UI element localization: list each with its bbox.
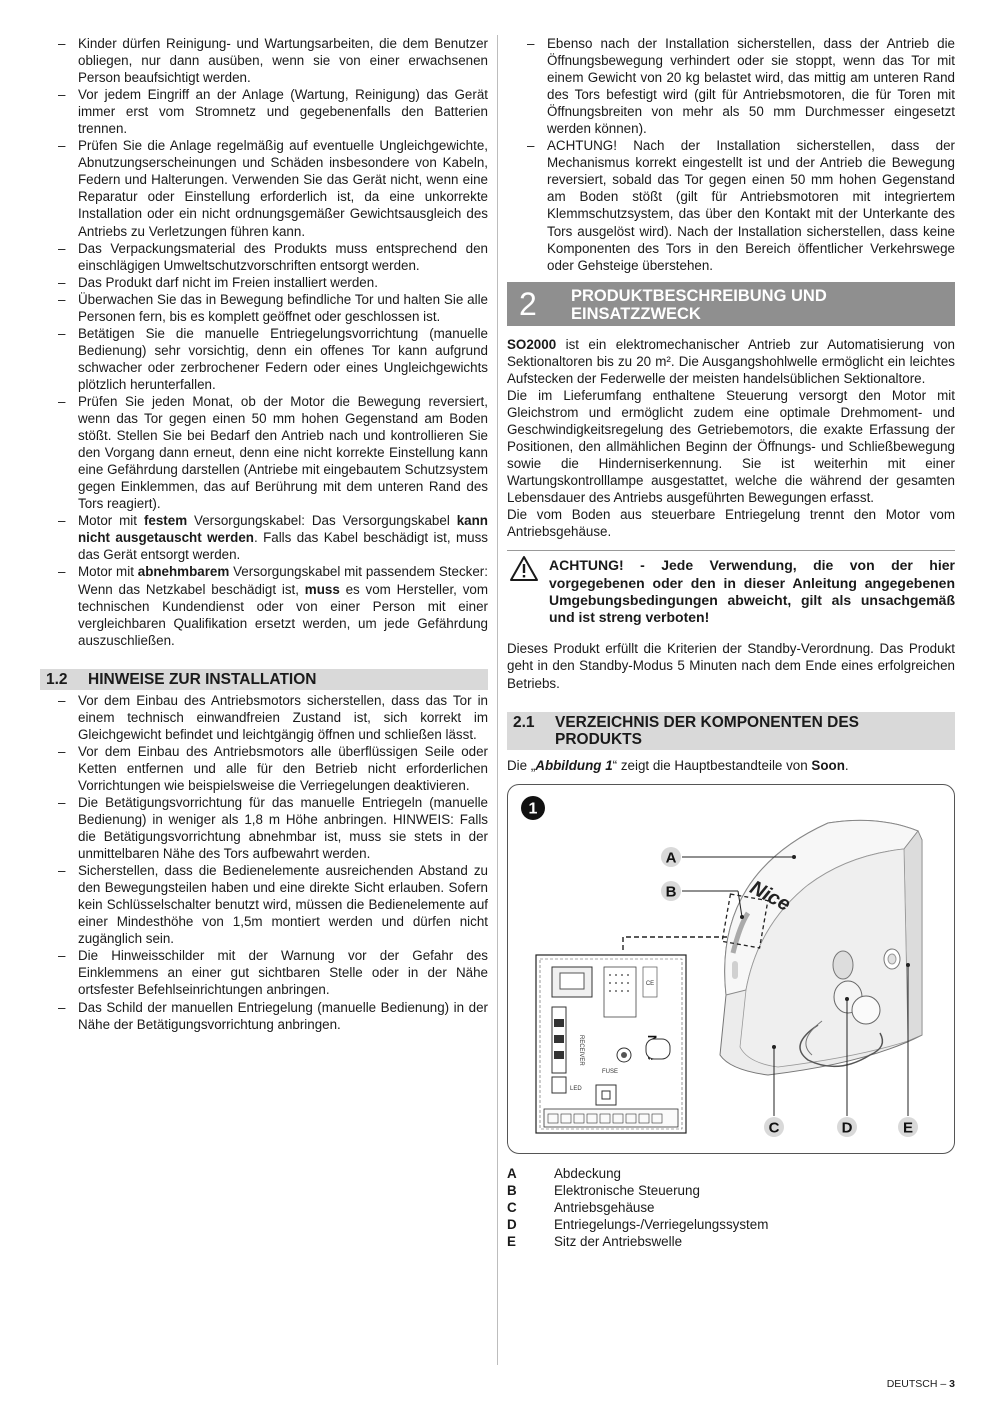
left-column <box>40 35 488 1033</box>
legend-row: D Entriegelungs-/Verriegelungssystem <box>507 1216 769 1232</box>
intro-paragraph: SO2000 ist ein elektromechanischer Antrieb zur Automatisierung von Sektionaltoren bis zu 20 m². Die Ausgangshohlwelle ermöglicht ein leichtes Aufstecken der Federwelle der meisten handelsüblichen Sektionaltore. <box>507 336 955 386</box>
section-heading-1-2 <box>40 669 488 690</box>
list-item: – Sicherstellen, dass die Bedienelemente ausreichenden Abstand zu den Bewegungsteilen haben und eine direkte Sicht erlauben. Sofern kein Schlüsselschalter benutzt wird, müssen die Bedienelemente auf einer Mindesthöhe von 1,5m montiert werden und dürfen nicht zugänglich sein. <box>78 862 488 947</box>
figure-number: 1 <box>528 800 538 818</box>
page-number: 3 <box>949 1378 955 1390</box>
list-item: – Das Schild der manuellen Entriegelung (manuelle Bedienung) in der Nähe der Betätigungsvorrichtung anbringen. <box>78 999 488 1033</box>
list-item: – Betätigen Sie die manuelle Entriegelungsvorrichtung (manuelle Bedienung) sehr vorsichtig, denn ein offenes Tor kann aufgrund schwacher oder zerbrochener Federn oder eines Ungleichgewichts plötzlich herunterfallen. <box>78 325 488 393</box>
section-title: HINWEISE ZUR INSTALLATION <box>88 670 317 688</box>
callout-a: A <box>665 849 677 867</box>
section-number: 1.2 <box>46 670 68 688</box>
list-item: – Prüfen Sie jeden Monat, ob der Motor die Bewegung reversiert, wenn das Tor gegen einen 50 mm hohen Gegenstand am Boden stößt. Stellen Sie bei Bedarf den Antrieb nach und kontrollieren Sie den Vorgang dann erneut, denn eine nicht korrekte Einstellung kann eine Gefährdung darstellen (Antriebe mit eingebautem Schutzsystem gegen Einklemmen, das auf Berührung mit dem unteren Rand des Tors reagiert). <box>78 393 488 512</box>
fuse-label: FUSE <box>602 1068 619 1075</box>
installation-check-list <box>507 35 955 274</box>
chapter-number: 2 <box>519 285 537 322</box>
list-item: – Ebenso nach der Installation sicherstellen, dass der Antrieb die Öffnungsbewegung verhindert oder sie stoppt, wenn das Tor mit einem Gewicht von 20 kg belastet wird, das mittig am unteren Rand des Tors befestigt wird (gilt für Antriebsmotoren, die für Toren mit Öffnungsbreiten von mehr als 50 mm Durchmesser eingesetzt werden können). <box>547 35 955 137</box>
list-item: – Das Produkt darf nicht im Freien installiert werden. <box>78 274 488 291</box>
connector-line <box>623 937 730 950</box>
right-column <box>507 35 955 1250</box>
list-item-removable-cable: – Motor mit abnehmbarem Versorgungskabel mit passendem Stecker: Wenn das Netzkabel beschädigt ist, muss es vom Hersteller, vom technischen Kundendienst oder von einer Person mit einer vergleichbaren Qualifikation ersetzt werden, um jede Gefährdung auszuschließen. <box>78 563 488 648</box>
figure-reference: Die „Abbildung 1“ zeigt die Hauptbestandteile von Soon. <box>507 757 849 773</box>
callout-d: D <box>841 1119 853 1137</box>
callout-c: C <box>768 1119 780 1137</box>
list-item: – Vor dem Einbau des Antriebsmotors sicherstellen, dass das Tor in einem technisch einwandfreien Zustand ist, sich korrekt im Gleichgewicht befindet und leichtgängig öffnen und schließen lässt. <box>78 692 488 743</box>
callout-b: B <box>665 883 677 901</box>
control-paragraph: Die im Lieferumfang enthaltene Steuerung versorgt den Motor mit Gleichstrom und ermöglicht zudem eine optimale Drehmoment- und Geschwindigkeitsregelung des Getriebemotors, die exakte Erfassung der Positionen, den allmählichen Beginn der Öffnungs- und Schließbewegung sowie die Hinderniserkennung. Sie ist weiterhin mit einer Wartungskontrolllampe ausgestattet, welche die während der gesamten Lebensdauer des Antriebs ausgeführten Bewegungen erfasst. <box>507 387 955 506</box>
list-item: – Überwachen Sie das in Bewegung befindliche Tor und halten Sie alle Personen fern, bis es komplett geöffnet oder geschlossen ist. <box>78 291 488 325</box>
list-item: – Vor dem Einbau des Antriebsmotors alle überflüssigen Seile oder Ketten entfernen und alle für den Betrieb nicht erforderlichen Vorrichtungen wie beispielsweise die Verriegelungen deaktivieren. <box>78 743 488 794</box>
column-divider <box>497 35 498 1365</box>
standby-paragraph: Dieses Produkt erfüllt die Kriterien der Standby-Verordnung. Das Produkt geht in den Standby-Modus 5 Minuten nach dem Ende eines erfolgreichen Betriebs. <box>507 641 955 691</box>
warning-block <box>507 550 955 626</box>
receiver-label: RECEIVER <box>578 1034 584 1066</box>
motor-brand-text: Nice <box>746 876 794 916</box>
led-label: LED <box>570 1085 582 1092</box>
chapter-heading-2 <box>507 282 955 326</box>
section-title: VERZEICHNIS DER KOMPONENTEN DES PRODUKTS <box>555 713 860 748</box>
motor-illustration <box>508 785 954 1153</box>
installation-bullet-list <box>40 692 488 1033</box>
legend-row: B Elektronische Steuerung <box>507 1182 700 1198</box>
figure-legend <box>507 1165 955 1250</box>
list-item: – Kinder dürfen Reinigung- und Wartungsarbeiten, die dem Benutzer obliegen, nur dann ausüben, wenn sie von einer erwachsenen Person beaufsichtigt werden. <box>78 35 488 86</box>
warning-text: ACHTUNG! - Jede Verwendung, die von der hier vorgegebenen oder den in dieser Anleitung angegebenen Umgebungsbedingungen abweicht, gilt als unsachgemäß und ist streng verboten! <box>549 557 955 626</box>
section-number: 2.1 <box>513 713 535 731</box>
list-item: – Die Hinweisschilder mit der Warnung vor der Gefahr des Einklemmens an einer gut sichtbaren Stelle oder in der Nähe ortsfester Befehlseinrichtungen anbringen. <box>78 947 488 998</box>
product-name: SO2000 <box>507 336 557 352</box>
callout-e: E <box>902 1119 914 1137</box>
list-item-fixed-cable: – Motor mit festem Versorgungskabel: Das Versorgungskabel kann nicht ausgetauscht werden. Falls das Kabel beschädigt ist, muss das Gerät entsorgt werden. <box>78 512 488 563</box>
legend-row: C Antriebsgehäuse <box>507 1199 655 1215</box>
list-item: – Vor jedem Eingriff an der Anlage (Wartung, Reinigung) das Gerät immer erst vom Stromnetz und gegebenenfalls den Batterien trennen. <box>78 86 488 137</box>
section-heading-2-1 <box>507 712 955 750</box>
warning-triangle-icon <box>509 555 539 586</box>
list-item: – ACHTUNG! Nach der Installation sicherstellen, dass der Mechanismus korrekt eingestellt ist und der Antrieb die Bewegung reversiert, sobald das Tor gegen einen 50 mm hohen Gegenstand am Boden stößt (gilt für Antriebsmotoren mit integriertem Klemmschutzsystem, das über den Kontakt mit der Unterkante des Tors ausgelöst wird). Nach der Installation sicherstellen, dass keine Komponenten des Tors in den Bereich öffentlicher Verkehrswege oder Gehsteige überstehen. <box>547 137 955 273</box>
release-paragraph: Die vom Boden aus steuerbare Entriegelung trennt den Motor vom Antriebsgehäuse. <box>507 507 955 540</box>
legend-row: A Abdeckung <box>507 1165 622 1181</box>
legend-row: E Sitz der Antriebswelle <box>507 1233 683 1249</box>
chapter-title: PRODUKTBESCHREIBUNG UND EINSATZZWECK <box>571 286 827 323</box>
figure-1 <box>507 784 955 1154</box>
ce-mark: CE <box>645 980 655 987</box>
safety-bullet-list <box>40 35 488 649</box>
page-footer: DEUTSCH – 3 <box>886 1378 955 1390</box>
list-item: – Prüfen Sie die Anlage regelmäßig auf eventuelle Ungleichgewichte, Abnutzungserscheinungen und Schäden insbesondere von Kabeln, Federn und Halterungen. Verwenden Sie das Gerät nicht, wenn eine Reparatur oder Einstellung erforderlich ist, da eine unkorrekte Installation oder ein nicht ordnungsgemäßer Gewichtsausgleich des Antriebs zu Verletzungen führen kann. <box>78 137 488 239</box>
list-item: – Die Betätigungsvorrichtung für das manuelle Entriegeln (manuelle Bedienung) in weniger als 1,8 m Höhe anbringen. HINWEIS: Falls die Betätigungsvorrichtung abnehmbar ist, muss sie stets in der unmittelbaren Nähe des Tors aufbewahrt werden. <box>78 794 488 862</box>
product-description <box>507 336 955 541</box>
list-item: – Das Verpackungsmaterial des Produkts muss entsprechend den einschlägigen Umweltschutzvorschriften entsorgt werden. <box>78 240 488 274</box>
